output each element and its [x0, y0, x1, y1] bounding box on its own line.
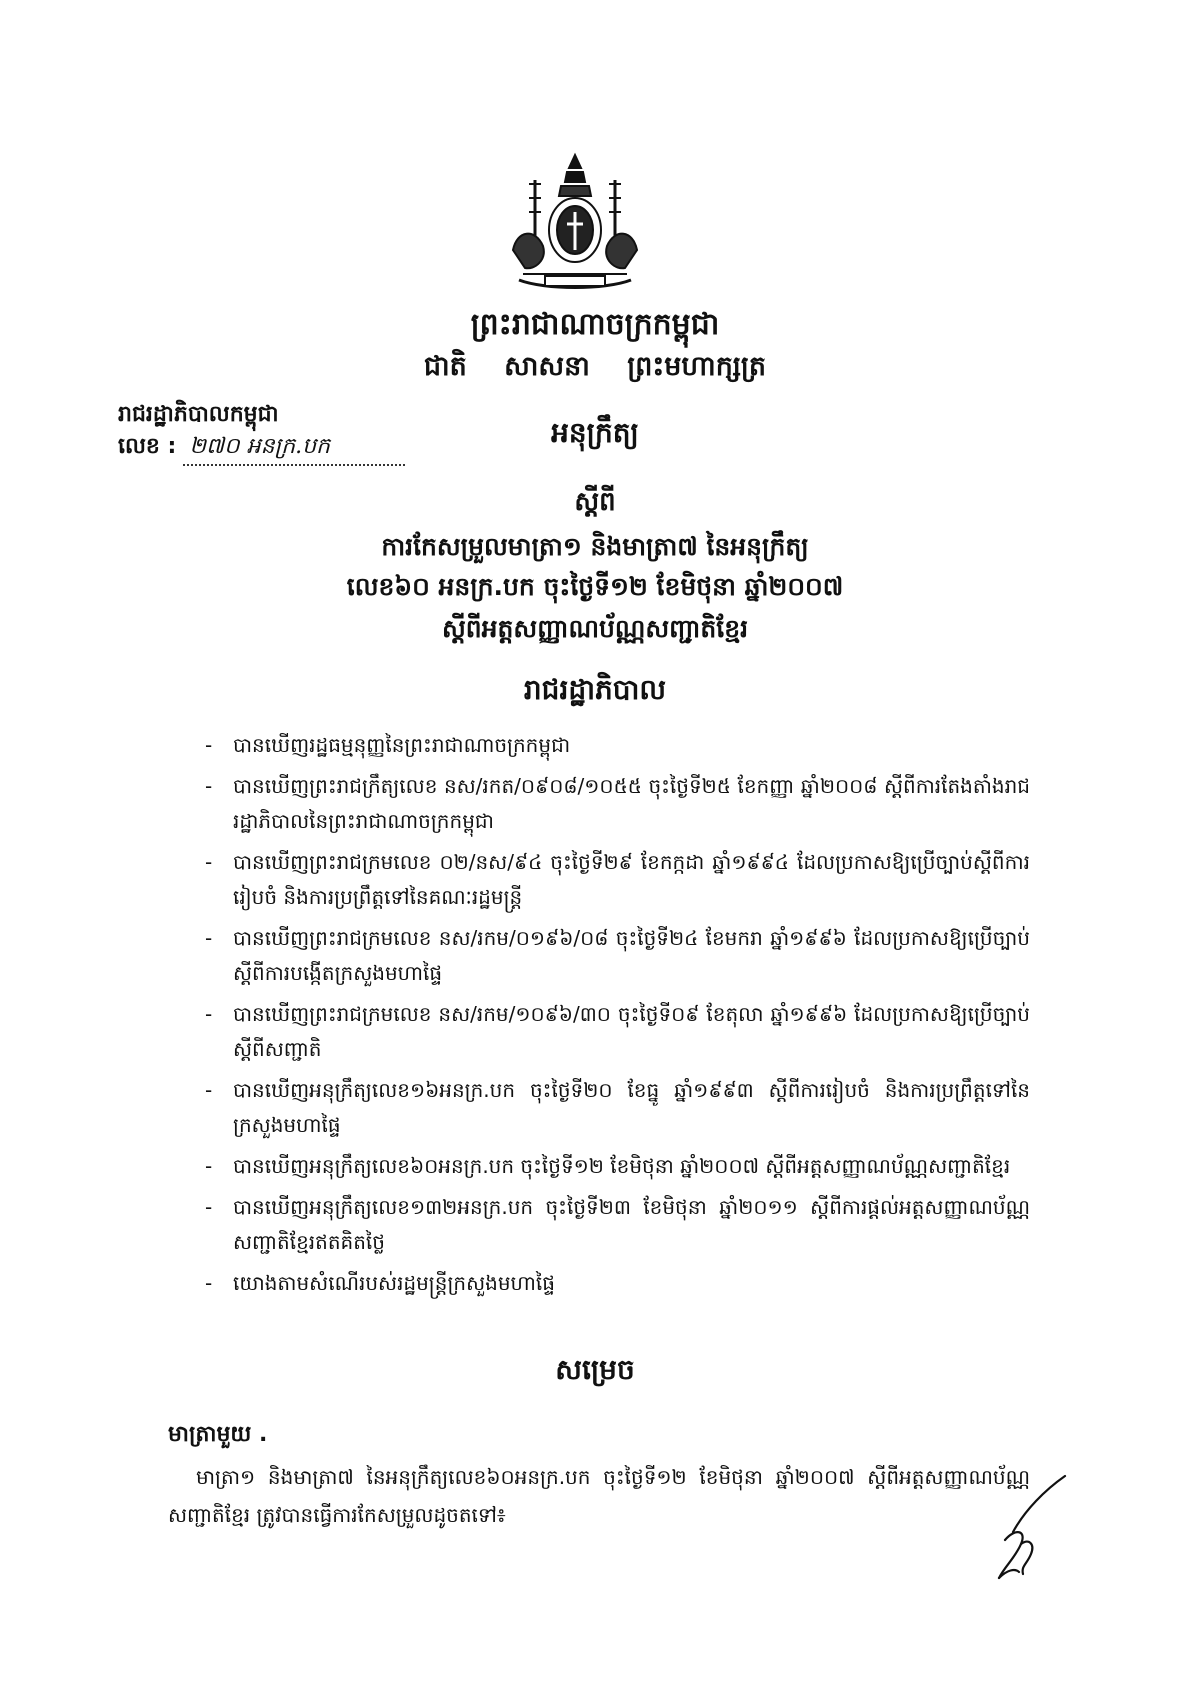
article-heading: មាត្រាមួយ . — [168, 1422, 268, 1447]
reference-item: - បានឃើញរដ្ឋធម្មនុញ្ញនៃព្រះរាជាណាចក្រកម្ពុជា — [205, 733, 571, 757]
decision-heading: សម្រេច — [555, 1353, 635, 1386]
kingdom-name: ព្រះរាជាណាចក្រកម្ពុជា — [470, 307, 720, 342]
number-value: ២៧០ អនក្រ.បក — [183, 432, 405, 466]
document-type: អនុក្រឹត្យ — [551, 416, 639, 449]
reference-item: - បានឃើញព្រះរាជក្រមលេខ នស/រកម/០១៩៦/០៨ ចុះថ្ងៃទី២៤ ខែមករា ឆ្នាំ១៩៩៦ ដែលប្រកាសឱ្យប្រើច្បាប់ស្តីពីការបង្កើតក្រសួងមហាផ្ទៃ — [205, 926, 1030, 985]
reference-item: - បានឃើញអនុក្រឹត្យលេខ១៣២អនក្រ.បក ចុះថ្ងៃទី២៣ ខែមិថុនា ឆ្នាំ២០១១ ស្តីពីការផ្តល់អត្តសញ្ញាណប័ណ្ណសញ្ជាតិខ្មែរឥតគិតថ្លៃ — [205, 1195, 1030, 1254]
subject-line-1: ការកែសម្រួលមាត្រា១ និងមាត្រា៧ នៃអនុក្រឹត្យ — [381, 532, 809, 561]
reference-item: - យោងតាមសំណើរបស់រដ្ឋមន្ត្រីក្រសួងមហាផ្ទៃ — [205, 1271, 555, 1295]
authority-heading: រាជរដ្ឋាភិបាល — [523, 673, 667, 706]
reference-item: - បានឃើញព្រះរាជក្រឹត្យលេខ នស/រកត/០៩០៨/១០៥៥ ចុះថ្ងៃទី២៥ ខែកញ្ញា ឆ្នាំ២០០៨ ស្តីពីការតែងតាំងរាជរដ្ឋាភិបាលនៃព្រះរាជាណាចក្រកម្ពុជា — [205, 774, 1030, 833]
signature-initials-icon — [985, 1470, 1075, 1590]
article-body: មាត្រា១ និងមាត្រា៧ នៃអនុក្រឹត្យលេខ៦០អនក្រ.បក ចុះថ្ងៃទី១២ ខែមិថុនា ឆ្នាំ២០០៧ ស្តីពីអត្តសញ្ញាណប័ណ្ណសញ្ជាតិខ្មែរ ត្រូវបានធ្វើការកែសម្រួលដូចតទៅ៖ — [168, 1465, 1030, 1527]
reference-list — [205, 728, 1030, 1307]
reference-item: - បានឃើញអនុក្រឹត្យលេខ១៦អនក្រ.បក ចុះថ្ងៃទី២០ ខែធ្នូ ឆ្នាំ១៩៩៣ ស្តីពីការរៀបចំ និងការប្រព្រឹត្តទៅនៃក្រសួងមហាផ្ទៃ — [205, 1078, 1030, 1137]
reference-item: - បានឃើញព្រះរាជក្រមលេខ នស/រកម/១០៩៦/៣០ ចុះថ្ងៃទី០៩ ខែតុលា ឆ្នាំ១៩៩៦ ដែលប្រកាសឱ្យប្រើច្បាប់ស្តីពីសញ្ជាតិ — [205, 1002, 1030, 1061]
subject-line-3: ស្តីពីអត្តសញ្ញាណប័ណ្ណសញ្ជាតិខ្មែរ — [441, 614, 749, 643]
about-heading: ស្តីពី — [574, 487, 616, 517]
reference-item: - បានឃើញអនុក្រឹត្យលេខ៦០អនក្រ.បក ចុះថ្ងៃទី១២ ខែមិថុនា ឆ្នាំ២០០៧ ស្តីពីអត្តសញ្ញាណប័ណ្ណសញ្ជាតិខ្មែរ — [205, 1154, 1011, 1178]
number-label: លេខ : — [118, 434, 177, 459]
royal-coat-of-arms-icon — [505, 150, 645, 300]
issuing-authority: រាជរដ្ឋាភិបាលកម្ពុជា — [118, 402, 279, 427]
national-motto: ជាតិ សាសនា ព្រះមហាក្សត្រ — [423, 351, 767, 382]
subject-line-2: លេខ៦០ អនក្រ.បក ចុះថ្ងៃទី១២ ខែមិថុនា ឆ្នាំ២០០៧ — [346, 572, 844, 601]
reference-item: - បានឃើញព្រះរាជក្រមលេខ ០២/នស/៩៤ ចុះថ្ងៃទី២៩ ខែកក្កដា ឆ្នាំ១៩៩៤ ដែលប្រកាសឱ្យប្រើច្បាប់ស្តីពីការរៀបចំ និងការប្រព្រឹត្តទៅនៃគណៈរដ្ឋមន្ត្រី — [205, 850, 1030, 909]
